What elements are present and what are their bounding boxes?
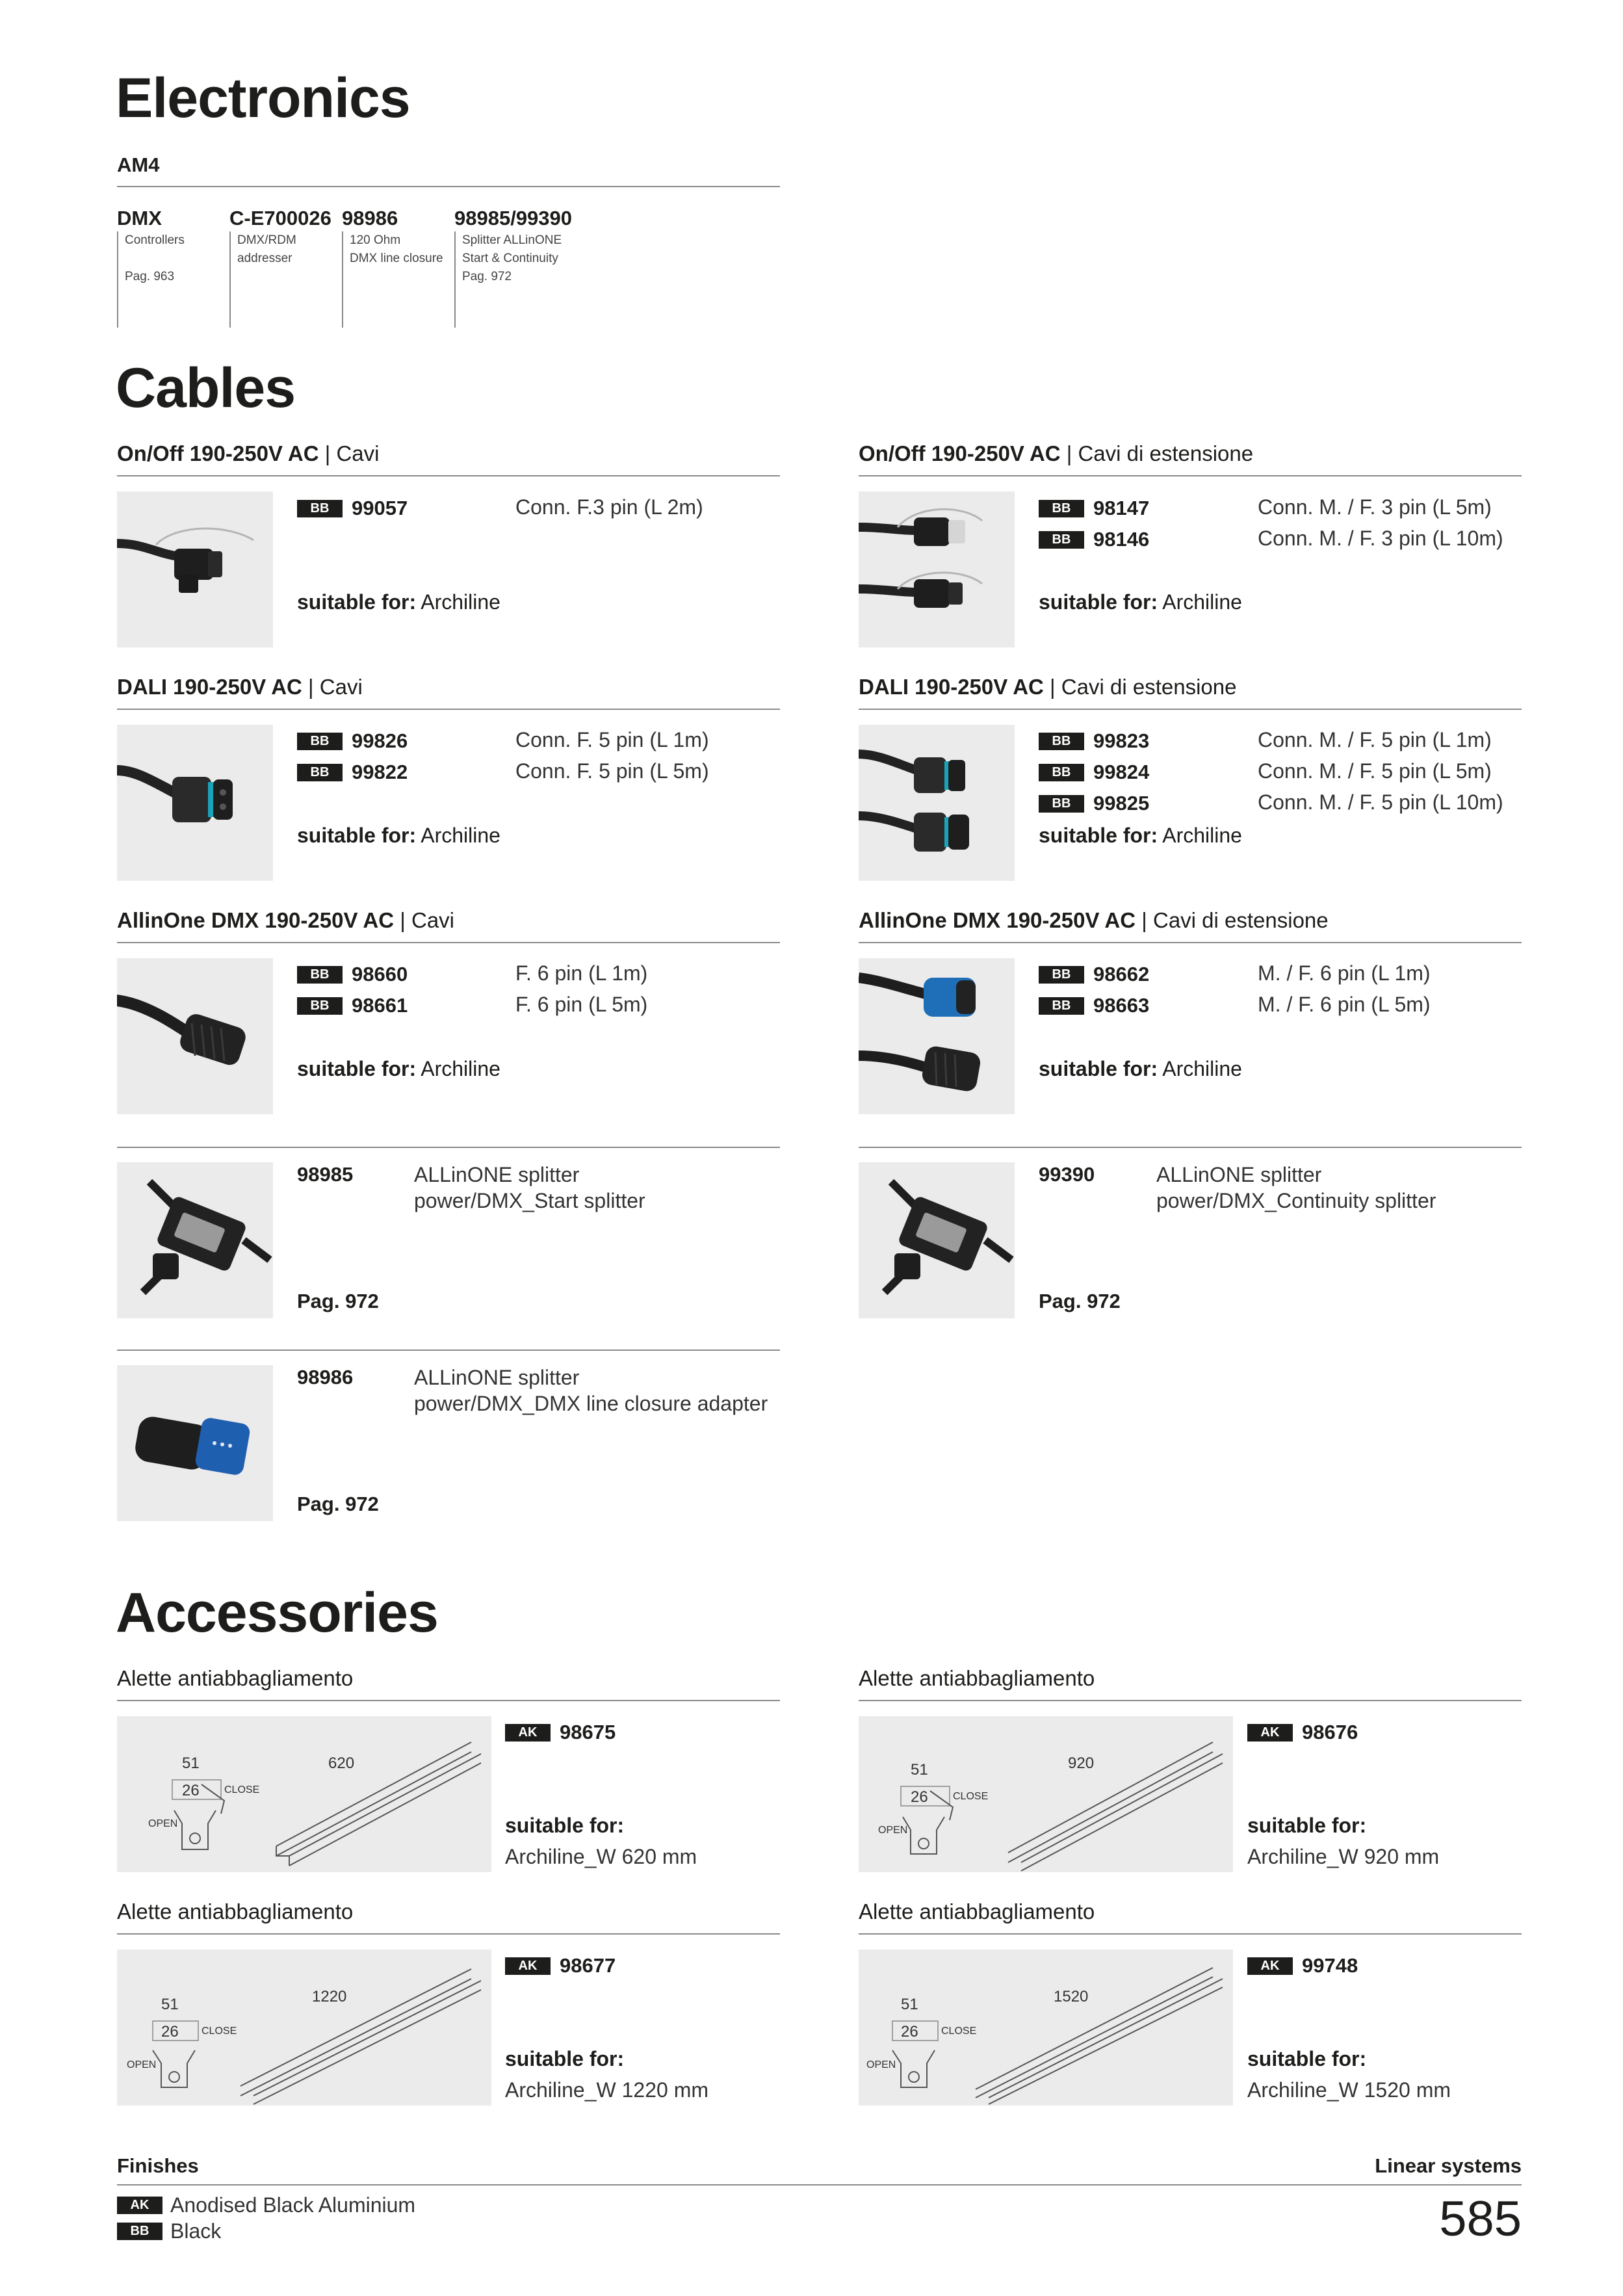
section-title: Alette antiabbagliamento	[117, 1899, 354, 1924]
product-code: 98662	[1093, 963, 1150, 985]
finish-badge: AK	[1247, 1724, 1293, 1742]
label-open: OPEN	[127, 2059, 157, 2070]
technical-drawing	[859, 1716, 1233, 1872]
item-line: Start & Continuity	[462, 252, 558, 265]
product-code: 98986	[297, 1366, 354, 1389]
suitable-for-value: Archiline_W 620 mm	[505, 1845, 697, 1868]
item-code: 98986	[342, 207, 398, 229]
item-details	[454, 231, 572, 328]
finish-badge: BB	[1039, 531, 1084, 549]
finish-badge: BB	[297, 966, 343, 984]
divider	[117, 1933, 780, 1935]
suitable-for: suitable for: Archiline	[1039, 590, 1242, 614]
product-row	[505, 1951, 616, 1980]
description-line: ALLinONE splitter	[414, 1366, 580, 1389]
finish-badge: BB	[117, 2223, 162, 2240]
suitable-for: suitable for: Archiline	[297, 1057, 500, 1080]
label-open: OPEN	[148, 1818, 178, 1829]
product-description: Conn. M. / F. 5 pin (L 5m)	[1258, 759, 1492, 783]
suitable-for-label: suitable for:	[505, 2047, 625, 2070]
divider	[859, 1147, 1522, 1148]
divider	[117, 1700, 780, 1701]
section-title: On/Off 190-250V AC | Cavi di estensione	[859, 441, 1254, 465]
product-description: M. / F. 6 pin (L 1m)	[1258, 961, 1431, 985]
finish-badge: BB	[297, 733, 343, 750]
product-code: 99390	[1039, 1163, 1095, 1186]
description-line: ALLinONE splitter	[414, 1163, 580, 1186]
section-title: Alette antiabbagliamento	[117, 1666, 354, 1690]
item-line	[125, 250, 185, 268]
divider	[117, 186, 780, 187]
product-code: 98146	[1093, 528, 1150, 551]
product-code: 98677	[560, 1954, 616, 1977]
product-description: Conn. F. 5 pin (L 1m)	[515, 728, 709, 751]
finish-badge: BB	[1039, 764, 1084, 781]
section-title: AllinOne DMX 190-250V AC | Cavi	[117, 908, 455, 932]
product-code: 98985	[297, 1163, 354, 1186]
technical-drawing	[859, 1950, 1233, 2106]
product-row	[505, 1718, 616, 1747]
electronics-title: Electronics	[116, 67, 410, 129]
electronics-item-dmx	[117, 207, 185, 328]
product-description: M. / F. 6 pin (L 5m)	[1258, 993, 1431, 1016]
suitable-for-label: suitable for:	[1247, 2047, 1367, 2070]
dim-height: 26	[901, 2023, 918, 2041]
product-row	[1039, 494, 1149, 523]
item-details	[117, 231, 185, 328]
description-line: power/DMX_DMX line closure adapter	[414, 1392, 768, 1415]
description-line: power/DMX_Start splitter	[414, 1189, 645, 1212]
product-code: 99057	[352, 497, 408, 519]
divider	[117, 475, 780, 476]
suitable-for: suitable for: Archiline	[297, 590, 500, 614]
dim-width: 51	[911, 1761, 928, 1779]
product-row	[297, 727, 408, 755]
item-code: 98985/99390	[454, 207, 573, 229]
item-details	[229, 231, 331, 328]
suitable-for-value: Archiline_W 1520 mm	[1247, 2078, 1451, 2102]
technical-drawing	[117, 1950, 491, 2106]
product-code: 99825	[1093, 792, 1150, 815]
dim-width: 51	[901, 1996, 918, 2013]
finish-item	[117, 2219, 221, 2243]
product-description: F. 6 pin (L 5m)	[515, 993, 648, 1016]
dim-height: 26	[161, 2023, 179, 2041]
finish-badge: BB	[297, 764, 343, 781]
label-close: CLOSE	[201, 2026, 237, 2037]
product-row	[297, 991, 408, 1020]
electronics-item-line-closure	[342, 207, 443, 328]
dim-height: 26	[182, 1782, 200, 1799]
product-code: 99826	[352, 729, 408, 752]
divider	[117, 942, 780, 943]
product-description: Conn. M. / F. 5 pin (L 10m)	[1258, 790, 1503, 814]
page-reference: Pag. 972	[1039, 1290, 1121, 1312]
divider	[859, 942, 1522, 943]
section-title: DALI 190-250V AC | Cavi di estensione	[859, 675, 1237, 699]
label-open: OPEN	[866, 2059, 896, 2070]
item-code: C-E700026	[229, 207, 331, 229]
suitable-for-value: Archiline_W 1220 mm	[505, 2078, 708, 2102]
category-label: Linear systems	[1375, 2154, 1522, 2177]
product-row	[1039, 758, 1149, 787]
product-row	[1039, 991, 1149, 1020]
product-row	[1039, 727, 1149, 755]
finish-label: Black	[170, 2219, 222, 2243]
product-code: 98663	[1093, 994, 1150, 1017]
product-photo	[117, 1162, 273, 1318]
product-row	[1039, 525, 1149, 554]
technical-drawing	[117, 1716, 491, 1872]
divider	[859, 709, 1522, 710]
product-code: 98675	[560, 1721, 616, 1743]
product-photo	[859, 958, 1015, 1114]
product-description: F. 6 pin (L 1m)	[515, 961, 648, 985]
finish-badge: BB	[1039, 997, 1084, 1015]
page-number: 585	[1439, 2191, 1522, 2247]
section-title: Alette antiabbagliamento	[859, 1899, 1095, 1924]
item-line: DMX/RDM	[237, 233, 296, 247]
finish-badge: BB	[1039, 966, 1084, 984]
label-close: CLOSE	[953, 1791, 989, 1802]
dim-width: 51	[182, 1755, 200, 1772]
finish-badge: BB	[1039, 733, 1084, 750]
divider	[859, 1700, 1522, 1701]
section-title: AllinOne DMX 190-250V AC | Cavi di estensione	[859, 908, 1329, 932]
product-description: Conn. M. / F. 5 pin (L 1m)	[1258, 728, 1492, 751]
product-row	[1039, 789, 1149, 818]
dim-length: 920	[1068, 1755, 1095, 1772]
item-details	[342, 231, 443, 328]
product-row	[1247, 1718, 1358, 1747]
item-line: Splitter ALLinONE	[462, 233, 562, 247]
product-photo	[117, 725, 273, 881]
product-row	[297, 494, 408, 523]
product-row	[1247, 1951, 1358, 1980]
section-title: Alette antiabbagliamento	[859, 1666, 1095, 1690]
suitable-for: suitable for: Archiline	[1039, 1057, 1242, 1080]
finish-badge: AK	[117, 2197, 162, 2214]
product-code: 99748	[1302, 1954, 1358, 1977]
product-description: Conn. M. / F. 3 pin (L 10m)	[1258, 527, 1503, 550]
page-reference: Pag. 972	[297, 1493, 379, 1515]
product-photo	[117, 491, 273, 647]
item-line: 120 Ohm	[350, 233, 401, 247]
electronics-group: AM4	[117, 153, 160, 176]
item-line: Controllers	[125, 233, 185, 247]
footer-divider	[117, 2184, 1522, 2185]
cables-title: Cables	[116, 357, 296, 419]
dim-length: 620	[328, 1755, 355, 1772]
suitable-for-label: suitable for:	[505, 1814, 625, 1837]
accessories-title: Accessories	[116, 1582, 438, 1644]
divider	[859, 475, 1522, 476]
suitable-for-label: suitable for:	[1247, 1814, 1367, 1837]
electronics-item-addresser	[229, 207, 331, 328]
suitable-for: suitable for: Archiline	[297, 824, 500, 847]
product-photo	[859, 725, 1015, 881]
product-code: 98676	[1302, 1721, 1358, 1743]
dim-height: 26	[911, 1788, 928, 1806]
item-page-ref: Pag. 972	[462, 270, 512, 283]
item-code: DMX	[117, 207, 162, 229]
product-photo	[859, 491, 1015, 647]
product-description: Conn. F.3 pin (L 2m)	[515, 495, 703, 519]
item-line: DMX line closure	[350, 252, 443, 265]
label-open: OPEN	[878, 1825, 908, 1836]
product-code: 98660	[352, 963, 408, 985]
section-title: DALI 190-250V AC | Cavi	[117, 675, 363, 699]
dim-length: 1220	[312, 1988, 347, 2005]
product-row	[297, 960, 408, 989]
label-close: CLOSE	[224, 1784, 260, 1795]
item-line: addresser	[237, 252, 292, 265]
label-close: CLOSE	[941, 2026, 977, 2037]
electronics-item-splitter	[454, 207, 572, 328]
product-photo	[117, 958, 273, 1114]
item-page-ref: Pag. 963	[125, 270, 175, 283]
finish-badge: BB	[297, 500, 343, 517]
product-code: 98661	[352, 994, 408, 1017]
dim-width: 51	[161, 1996, 179, 2013]
description-line: power/DMX_Continuity splitter	[1156, 1189, 1436, 1212]
finishes-title: Finishes	[117, 2154, 199, 2177]
product-code: 98147	[1093, 497, 1150, 519]
product-row	[1039, 960, 1149, 989]
product-description: Conn. M. / F. 3 pin (L 5m)	[1258, 495, 1492, 519]
product-photo	[859, 1162, 1015, 1318]
page-reference: Pag. 972	[297, 1290, 379, 1312]
product-description	[1156, 1162, 1436, 1214]
product-code: 99822	[352, 761, 408, 783]
description-line: ALLinONE splitter	[1156, 1163, 1322, 1186]
suitable-for-value: Archiline_W 920 mm	[1247, 1845, 1440, 1868]
finish-label: Anodised Black Aluminium	[170, 2193, 416, 2217]
product-code: 99824	[1093, 761, 1150, 783]
divider	[859, 1933, 1522, 1935]
finish-badge: BB	[1039, 795, 1084, 813]
dim-length: 1520	[1054, 1988, 1089, 2005]
divider	[117, 1350, 780, 1351]
finish-item	[117, 2193, 415, 2217]
section-title: On/Off 190-250V AC | Cavi	[117, 441, 380, 465]
divider	[117, 709, 780, 710]
suitable-for: suitable for: Archiline	[1039, 824, 1242, 847]
finish-badge: AK	[505, 1957, 551, 1975]
product-description	[414, 1364, 768, 1416]
product-row	[297, 758, 408, 787]
product-description	[414, 1162, 645, 1214]
finish-badge: BB	[297, 997, 343, 1015]
finish-badge: BB	[1039, 500, 1084, 517]
divider	[117, 1147, 780, 1148]
product-code: 99823	[1093, 729, 1150, 752]
product-description: Conn. F. 5 pin (L 5m)	[515, 759, 709, 783]
finish-badge: AK	[505, 1724, 551, 1742]
product-photo	[117, 1365, 273, 1521]
finish-badge: AK	[1247, 1957, 1293, 1975]
